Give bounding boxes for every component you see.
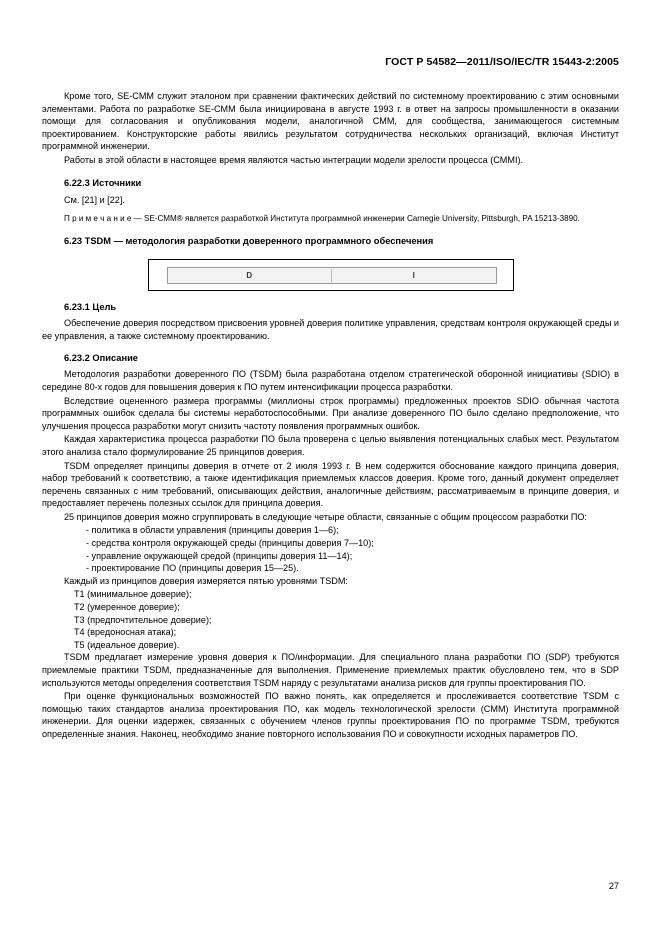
- note-se-cmm: П р и м е ч а н и е — SE-CMM® является разработкой Института программной инженерии Carnegie University, Pittsburgh, PA 15213-3890.: [64, 214, 580, 224]
- paragraph-cmmi: Работы в этой области в настоящее время являются частью интеграции модели зрелости процесса (CMMI).: [64, 154, 524, 165]
- list-item-area-3: - управление окружающей средой (принципы доверия 11—14);: [86, 550, 353, 561]
- list-item-area-4: - проектирование ПО (принципы доверия 15—25).: [86, 563, 299, 574]
- figure-cell-d: D: [168, 269, 333, 282]
- heading-6-22-3: 6.22.3 Источники: [64, 177, 142, 188]
- heading-6-23-1: 6.23.1 Цель: [64, 302, 117, 313]
- paragraph-levels-intro: Каждый из принципов доверия измеряется пятью уровнями TSDM:: [64, 575, 348, 586]
- figure-cell-i: I: [412, 271, 415, 281]
- figure-tsdm-table: [148, 259, 514, 291]
- paragraph-description-4: TSDM определяет принципы доверия в отчете от 2 июля 1993 г. В нем содержится обоснование каждого принципа доверия, набор требований к соответствию, а также идентификация приемлемых классов доверия. Кроме того, данный документ определяет перечень связанных с ним требований, описывающих действия, аналогичные действиям, рассматриваемым в принципе доверия, и предоставляет перечень полезных ссылок для принципа доверия.: [42, 460, 619, 509]
- list-item-level-t5: Т5 (идеальное доверие).: [74, 639, 180, 650]
- heading-6-23-2: 6.23.2 Описание: [64, 353, 138, 364]
- paragraph-description-2: Вследствие оцененного размера программы (миллионы строк программы) предложенных проектов SDIO обычная частота программных ошибок сделала бы системы неработоспособными. При анализе доверенного ПО было сделано предположение, что улучшения процесса разработки могут снизить частоту появления программных ошибок.: [42, 395, 619, 431]
- page-number: 27: [608, 881, 619, 891]
- paragraph-description-3: Каждая характеристика процесса разработки ПО была проверена с целью выявления потенциальных слабых мест. Результатом этого анализа стало формулирование 25 принципов доверия.: [42, 434, 619, 457]
- paragraph-sdp: TSDM предлагает измерение уровня доверия к ПО/информации. Для специального плана разработки ПО (SDP) требуются приемлемые практики TSDM, предназначенные для выполнения. Применение приемлемых практик обусловлено тем, что в SDP используются методы определения соответствия TSDM наряду с результатами анализа рисков для группы проектирования ПО.: [42, 652, 619, 688]
- figure-inner-row: [167, 267, 497, 284]
- list-item-level-t2: Т2 (умеренное доверие);: [74, 602, 180, 613]
- paragraph-se-cmm-reference: Кроме того, SE-CMM служит эталоном при сравнении фактических действий по системному проектированию с этим основными элементами. Работа по разработке SE-CMM была инициирована в августе 1993 г. в ответ на запросы промышленности в оказании помощи для согласования и опубликования модели, аналогичной CMM, для сообщества, занимающегося системным проектированием. Конструкторские работы явились результатом сотрудничества нескольких организаций, включая Институт программной инженерии.: [42, 91, 619, 152]
- paragraph-final: При оценке функциональных возможностей ПО важно понять, как определяется и прослеживается соответствие TSDM с помощью таких стандартов анализа проектирования ПО, как модель технологической зрелости (CMM) Института программной инженерии. Для оценки издержек, связанных с обучением членов группы проектирования ПО по программе TSDM, требуются определенные знания. Наконец, необходимо знание повторного использования ПО и совокупности исходных параметров ПО.: [42, 691, 619, 739]
- list-item-level-t4: Т4 (вредоносная атака);: [74, 627, 177, 638]
- paragraph-goal: Обеспечение доверия посредством присвоения уровней доверия политике управления, средствам контроля окружающей среды и ее управления, а также системному проектированию.: [42, 318, 619, 341]
- list-item-area-2: - средства контроля окружающей среды (принципы доверия 7—10);: [86, 538, 374, 549]
- paragraph-sources: См. [21] и [22].: [64, 194, 125, 205]
- paragraph-description-1: Методология разработки доверенного ПО (TSDM) была разработана отделом стратегической оборонной инициативы (SDIO) в середине 80-х годов для повышения доверия к ПО путем интенсификации процесса разработки.: [42, 369, 619, 392]
- document-header: ГОСТ Р 54582—2011/ISO/IEC/TR 15443-2:2005: [385, 56, 619, 68]
- list-item-level-t1: Т1 (минимальное доверие);: [74, 589, 192, 600]
- heading-6-23: 6.23 TSDM — методология разработки доверенного программного обеспечения: [64, 236, 434, 247]
- list-item-level-t3: Т3 (предпочтительное доверие);: [74, 614, 212, 625]
- list-item-area-1: - политика в области управления (принципы доверия 1—6);: [86, 525, 339, 536]
- paragraph-description-5: 25 принципов доверия можно сгруппировать в следующие четыре области, связанные с общим процессом разработки ПО:: [64, 511, 587, 522]
